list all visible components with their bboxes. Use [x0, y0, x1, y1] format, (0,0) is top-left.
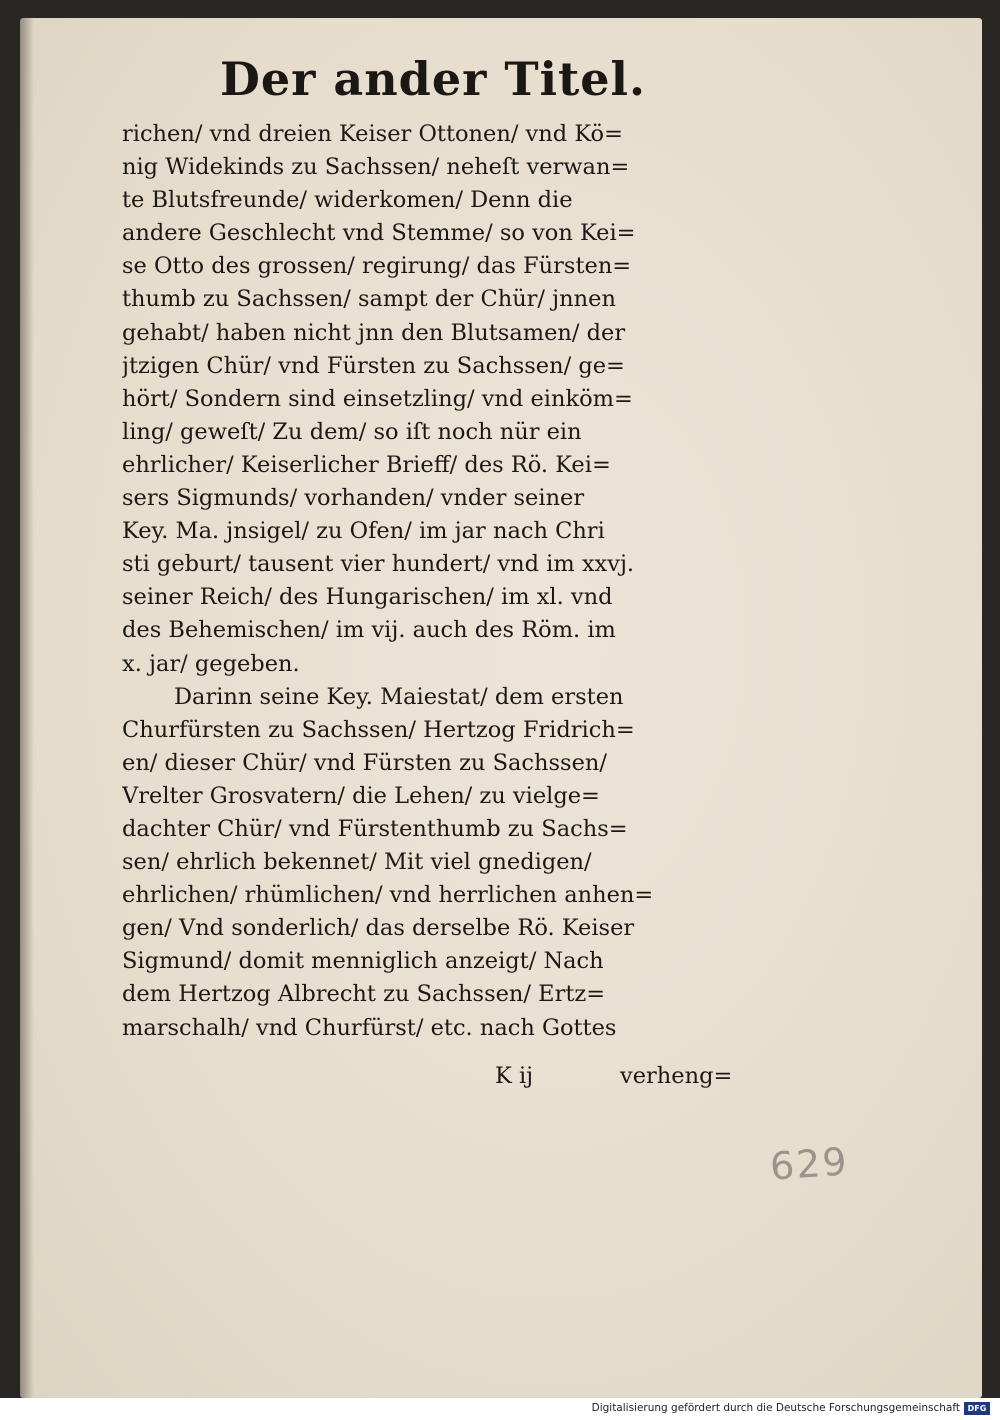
text-line: Key. Ma. jnsigel/ zu Ofen/ im jar nach Chri — [122, 518, 605, 545]
text-line: andere Geschlecht vnd Stemme/ so von Kei= — [122, 220, 636, 247]
running-head: Der ander Titel. — [220, 52, 647, 106]
text-line: gen/ Vnd sonderlich/ das derselbe Rö. Keiser — [122, 915, 635, 942]
text-line: te Blutsfreunde/ widerkomen/ Denn die — [122, 187, 573, 214]
text-line: des Behemischen/ im vij. auch des Röm. im — [122, 617, 616, 644]
text-line: en/ dieser Chür/ vnd Fürsten zu Sachssen/ — [122, 749, 607, 776]
text-line: dachter Chür/ vnd Fürstenthumb zu Sachs= — [122, 815, 628, 842]
text-line: marschalh/ vnd Churfürst/ etc. nach Gottes — [122, 1014, 617, 1041]
text-line: seiner Reich/ des Hungarischen/ im xl. vnd — [122, 584, 613, 611]
text-line: se Otto des grossen/ regirung/ das Fürsten= — [122, 253, 632, 280]
text-line: sen/ ehrlich bekennet/ Mit viel gnedigen/ — [122, 849, 592, 876]
catchword: verheng= — [620, 1063, 733, 1089]
spine-shadow — [20, 18, 34, 1398]
funding-credit: Digitalisierung gefördert durch die Deutsche Forschungsgemeinschaft — [591, 1402, 960, 1414]
text-line: hört/ Sondern sind einsetzling/ vnd einköm= — [122, 385, 633, 412]
text-line: Vrelter Grosvatern/ die Lehen/ zu vielge= — [122, 782, 600, 809]
text-line: Churfürsten zu Sachssen/ Hertzog Fridrich= — [122, 716, 635, 743]
text-line: nig Widekinds zu Sachssen/ neheſt verwan= — [122, 154, 630, 181]
pencil-folio-number: 629 — [768, 1139, 850, 1189]
text-line: jtzigen Chür/ vnd Fürsten zu Sachssen/ ge= — [122, 352, 625, 379]
dfg-logo: DFG — [964, 1402, 990, 1415]
body-text — [122, 118, 744, 1045]
text-line: richen/ vnd dreien Keiser Ottonen/ vnd Kö= — [122, 121, 623, 147]
text-line: sers Sigmunds/ vorhanden/ vnder seiner — [122, 485, 585, 512]
text-line: sti geburt/ tausent vier hundert/ vnd im xxvj. — [122, 551, 635, 578]
text-line: ehrlichen/ rhümlichen/ vnd herrlichen anhen= — [122, 882, 654, 909]
text-line: dem Hertzog Albrecht zu Sachssen/ Ertz= — [122, 981, 606, 1008]
text-line: ling/ geweſt/ Zu dem/ so iſt noch nür ein — [122, 418, 582, 445]
signature-mark: K ij — [495, 1063, 534, 1089]
text-line: x. jar/ gegeben. — [122, 650, 300, 677]
text-line: ehrlicher/ Keiserlicher Brieff/ des Rö. Kei= — [122, 451, 611, 478]
footer-bar — [0, 1398, 1000, 1420]
paragraph-start-line: Darinn seine Key. Maiestat/ dem ersten — [174, 683, 624, 710]
text-line: gehabt/ haben nicht jnn den Blutsamen/ der — [122, 319, 626, 346]
text-line: Sigmund/ domit menniglich anzeigt/ Nach — [122, 948, 604, 975]
text-line: thumb zu Sachssen/ sampt der Chür/ jnnen — [122, 286, 616, 313]
